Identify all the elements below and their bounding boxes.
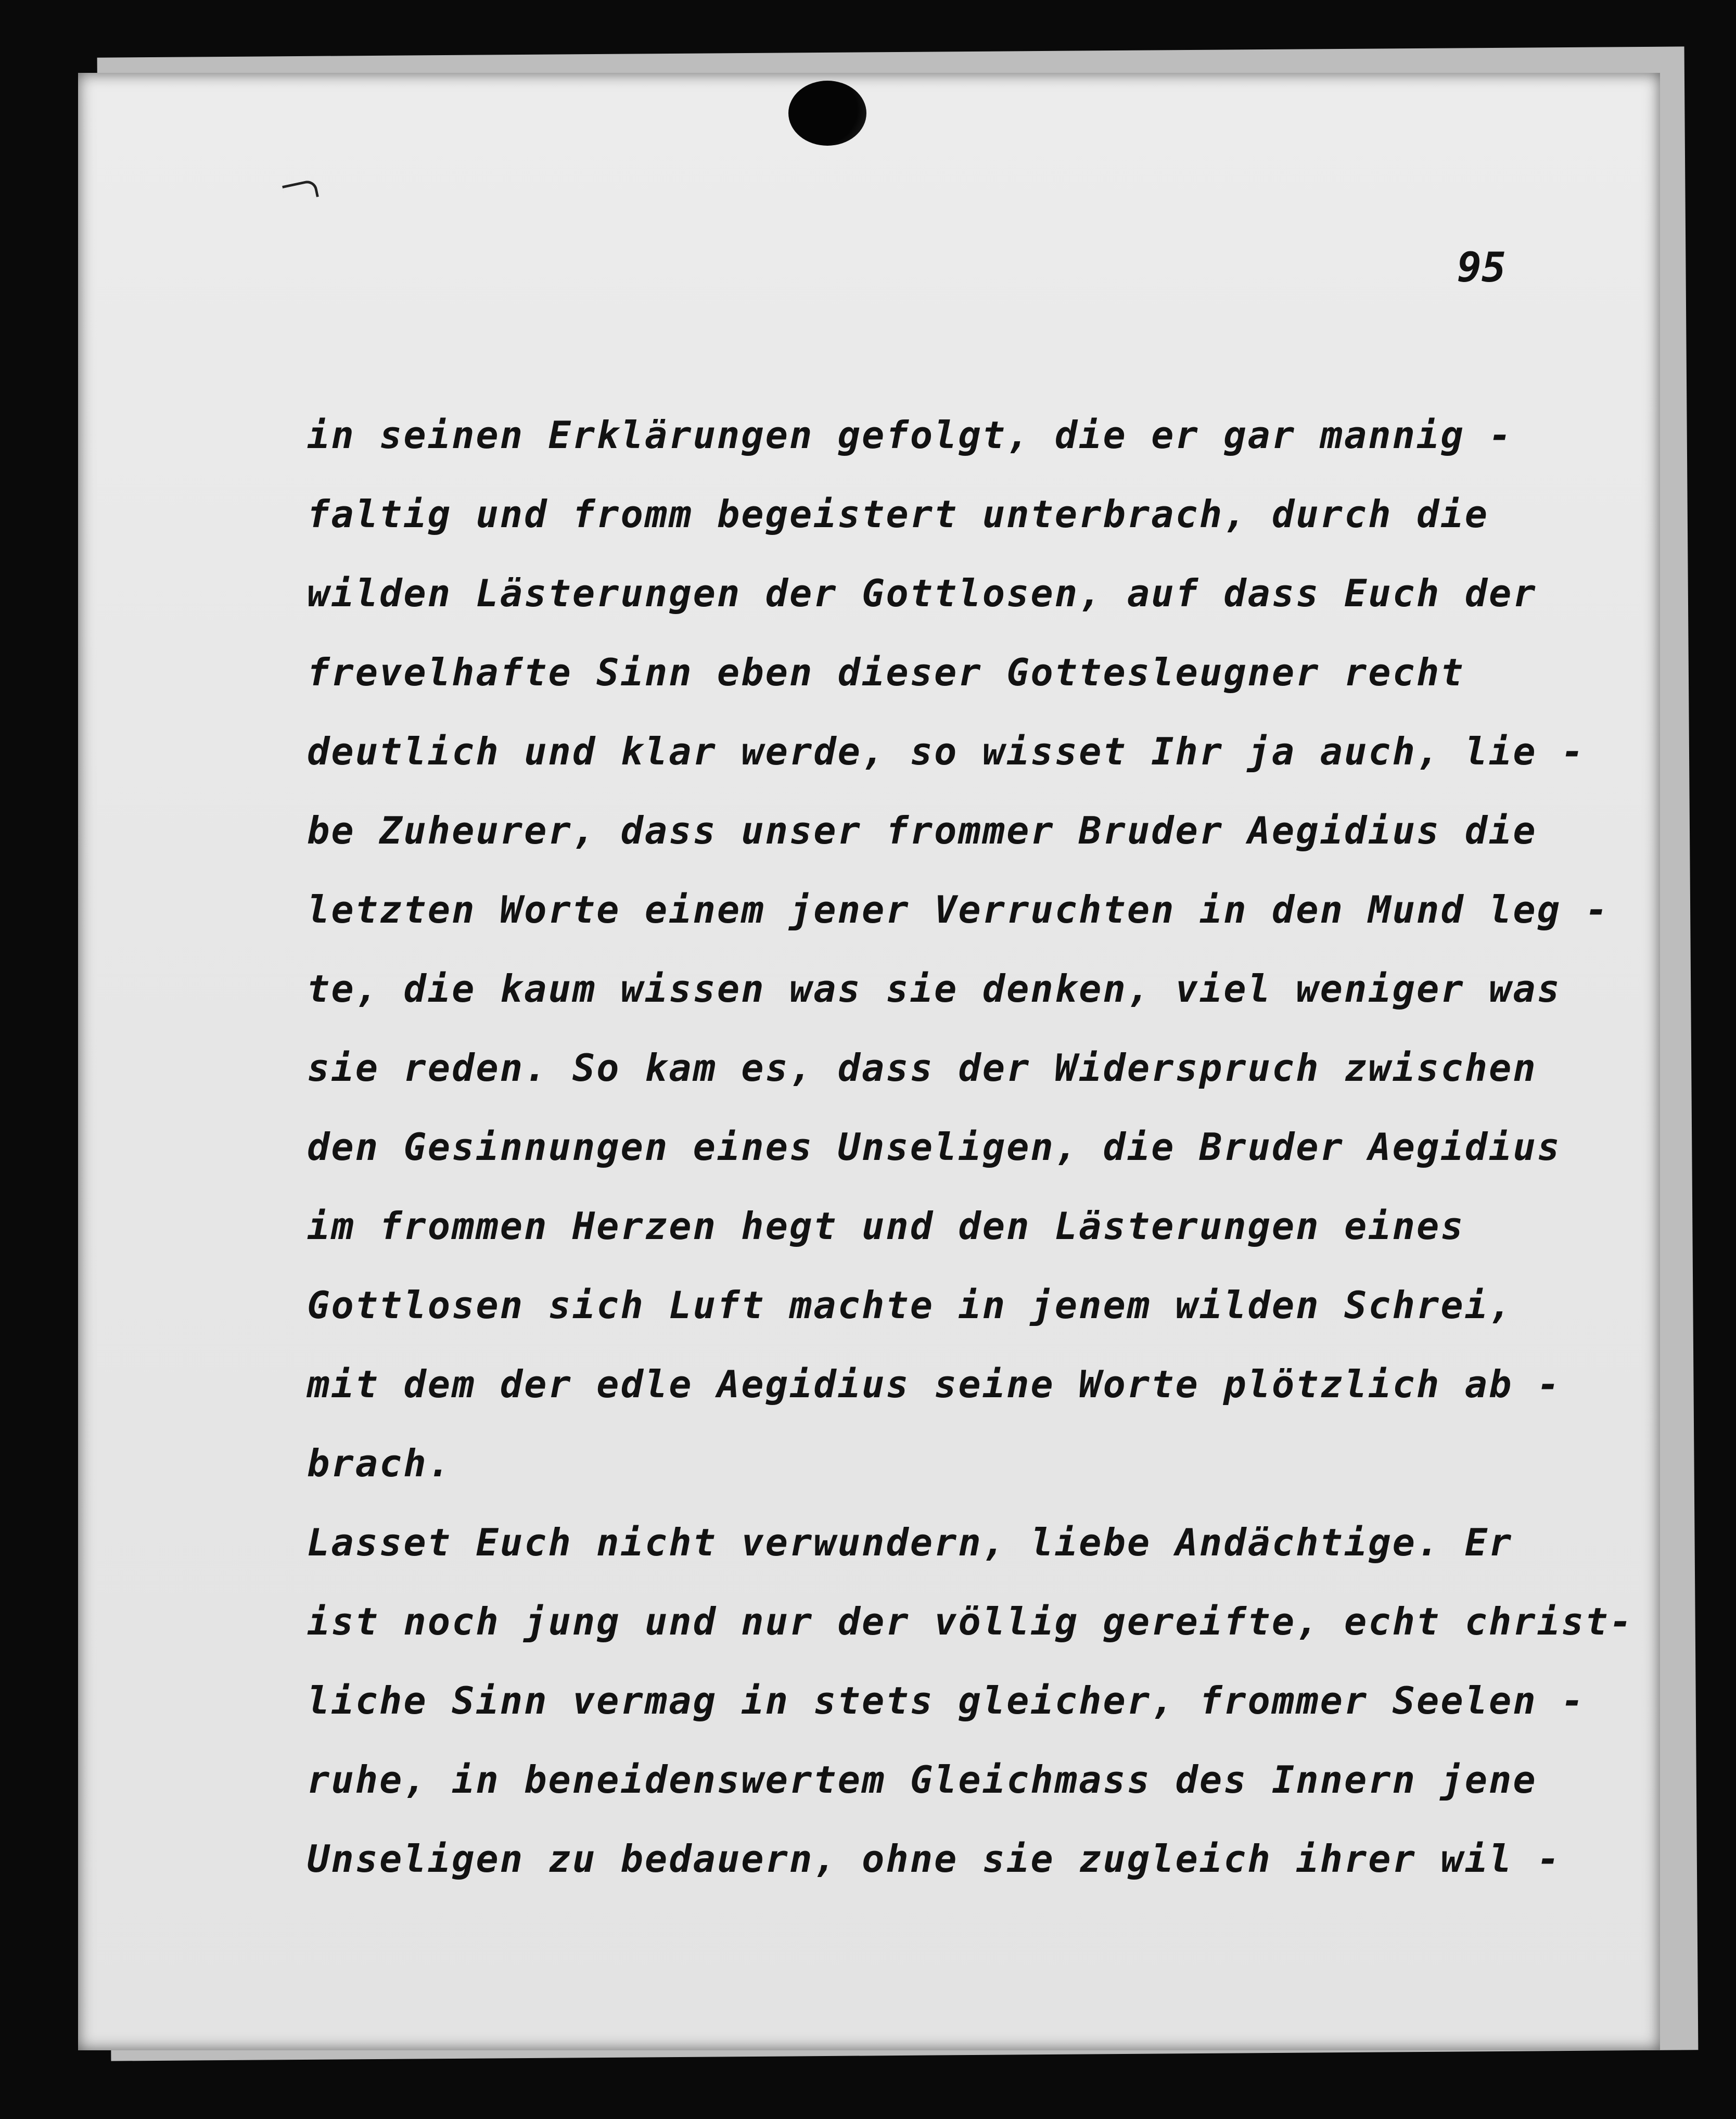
text-line: in seinen Erklärungen gefolgt, die er gar mannig - [307, 413, 1513, 457]
text-line: brach. [307, 1441, 452, 1485]
text-line: sie reden. So kam es, dass der Widerspruch zwischen [307, 1046, 1537, 1090]
text-line: be Zuheurer, dass unser frommer Bruder Aegidius die [307, 809, 1537, 852]
text-line: den Gesinnungen eines Unseligen, die Bruder Aegidius [307, 1125, 1562, 1169]
text-line: ist noch jung und nur der völlig gereifte, echt christ- [307, 1600, 1634, 1643]
page-number: 95 [1457, 245, 1506, 291]
text-line: Unseligen zu bedauern, ohne sie zugleich ihrer wil - [307, 1837, 1562, 1881]
text-line: im frommen Herzen hegt und den Lästerungen eines [307, 1204, 1465, 1248]
text-line: mit dem der edle Aegidius seine Worte plötzlich ab - [307, 1362, 1562, 1406]
text-line: Gottlosen sich Luft machte in jenem wilden Schrei, [307, 1283, 1513, 1327]
punch-hole-icon [788, 81, 866, 146]
text-line: deutlich und klar werde, so wisset Ihr ja auch, lie - [307, 730, 1586, 773]
text-line: te, die kaum wissen was sie denken, viel weniger was [307, 967, 1562, 1011]
text-line: wilden Lästerungen der Gottlosen, auf dass Euch der [307, 571, 1537, 615]
typewritten-body [307, 395, 1639, 1898]
text-line: ruhe, in beneidenswertem Gleichmass des Innern jene [307, 1758, 1537, 1802]
text-line: liche Sinn vermag in stets gleicher, frommer Seelen - [307, 1679, 1586, 1722]
text-line: frevelhafte Sinn eben dieser Gottesleugner recht [307, 650, 1465, 694]
text-line: letzten Worte einem jener Verruchten in den Mund leg - [307, 888, 1610, 931]
text-line: faltig und fromm begeistert unterbrach, durch die [307, 492, 1489, 536]
text-line: Lasset Euch nicht verwundern, liebe Andächtige. Er [307, 1521, 1513, 1564]
